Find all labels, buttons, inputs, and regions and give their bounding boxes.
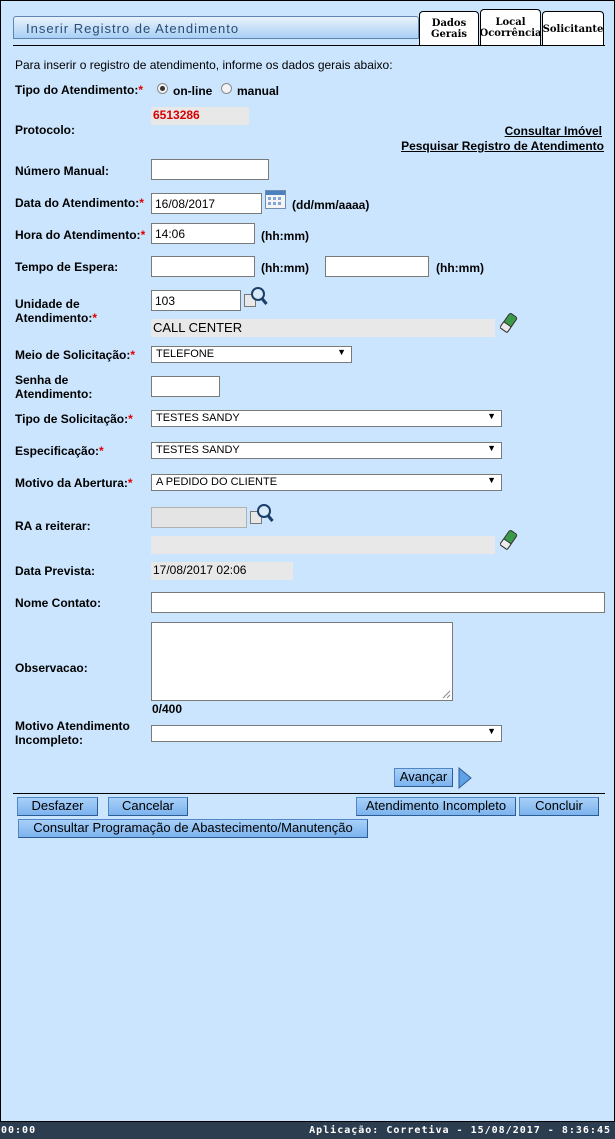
radio-online-label: on-line xyxy=(173,84,213,98)
required-marker: * xyxy=(127,476,133,490)
motivo-abertura-select[interactable] xyxy=(151,474,502,491)
tipo-solicitacao-select[interactable] xyxy=(151,410,502,427)
label-text: Tipo do Atendimento: xyxy=(15,83,139,97)
tab-label-line1: Local xyxy=(495,17,526,28)
required-marker: * xyxy=(92,311,97,325)
nome-contato-input[interactable] xyxy=(151,592,605,613)
dropdown-arrow-icon: ▼ xyxy=(337,347,346,357)
title-banner xyxy=(13,16,419,39)
status-left: 00:00 xyxy=(1,1125,37,1136)
tab-label-line1: Dados xyxy=(431,18,467,29)
tab-label-line1: Solicitante xyxy=(542,23,604,35)
label-line2: Atendimento: xyxy=(15,311,93,325)
observacao-counter: 0/400 xyxy=(152,702,183,716)
tab-divider xyxy=(13,45,605,46)
data-format-hint: (dd/mm/aaaa) xyxy=(292,198,370,212)
ra-reiterar-label: RA a reiterar: xyxy=(15,519,91,533)
desfazer-button[interactable]: Desfazer xyxy=(17,797,98,816)
hora-atendimento-label xyxy=(15,228,145,242)
numero-manual-input[interactable] xyxy=(151,159,269,180)
especificacao-select[interactable] xyxy=(151,442,502,459)
tempo-espera-inicio-input[interactable] xyxy=(151,256,255,277)
unidade-label xyxy=(15,297,97,325)
observacao-label: Observacao: xyxy=(15,661,88,675)
radio-online[interactable] xyxy=(157,83,168,94)
unidade-code-input[interactable]: 103 xyxy=(151,290,241,311)
atendimento-incompleto-button[interactable]: Atendimento Incompleto xyxy=(356,797,516,816)
avancar-button[interactable]: Avançar xyxy=(394,768,453,787)
motivo-incompleto-select[interactable] xyxy=(151,725,502,742)
intro-text: Para inserir o registro de atendimento, informe os dados gerais abaixo: xyxy=(15,58,393,72)
label-line1: Senha de xyxy=(15,373,69,387)
numero-manual-label: Número Manual: xyxy=(15,164,110,178)
ra-reiterar-input[interactable] xyxy=(151,507,247,528)
label-text: Motivo da Abertura: xyxy=(15,476,128,490)
tab-label-line2: Gerais xyxy=(430,29,468,40)
resize-grip-icon[interactable] xyxy=(442,690,451,699)
select-value: TELEFONE xyxy=(156,348,215,360)
required-marker: * xyxy=(140,228,146,242)
pesquisar-registro-link[interactable]: Pesquisar Registro de Atendimento xyxy=(401,139,604,153)
tempo-espera-label: Tempo de Espera: xyxy=(15,260,119,274)
tempo-espera-hint-1: (hh:mm) xyxy=(261,261,309,275)
motivo-abertura-label xyxy=(15,476,133,490)
data-prevista-label: Data Prevista: xyxy=(15,564,96,578)
select-value: TESTES SANDY xyxy=(156,412,240,424)
cancelar-button[interactable]: Cancelar xyxy=(108,797,188,816)
data-atendimento-label xyxy=(15,196,144,210)
ra-reiterar-description xyxy=(151,536,495,554)
dropdown-arrow-icon: ▼ xyxy=(487,443,496,453)
label-text: Especificação: xyxy=(15,444,100,458)
required-marker: * xyxy=(128,412,133,426)
dropdown-arrow-icon: ▼ xyxy=(487,475,496,485)
consultar-imovel-link[interactable]: Consultar Imóvel xyxy=(504,124,602,138)
calendar-icon[interactable] xyxy=(265,190,286,209)
tipo-solicitacao-label xyxy=(15,412,133,426)
eraser-icon[interactable] xyxy=(500,530,518,550)
tab-local-ocorrencia[interactable] xyxy=(480,9,541,46)
page-title: Inserir Registro de Atendimento xyxy=(26,21,240,36)
hora-atendimento-input[interactable]: 14:06 xyxy=(151,223,255,244)
button-divider xyxy=(13,793,605,794)
protocolo-label: Protocolo: xyxy=(15,123,75,137)
tipo-atendimento-label xyxy=(15,83,143,97)
label-line1: Unidade de xyxy=(15,297,80,311)
magnifier-icon[interactable] xyxy=(250,503,274,525)
radio-manual[interactable] xyxy=(221,83,232,94)
senha-label xyxy=(15,373,92,401)
label-text: Meio de Solicitação: xyxy=(15,348,131,362)
radio-manual-label: manual xyxy=(237,84,280,98)
arrow-right-icon[interactable] xyxy=(458,767,472,789)
hora-format-hint: (hh:mm) xyxy=(261,229,309,243)
motivo-incompleto-label xyxy=(15,719,130,747)
unidade-name-display: CALL CENTER xyxy=(151,319,495,337)
tab-dados-gerais[interactable] xyxy=(419,11,479,46)
dropdown-arrow-icon: ▼ xyxy=(487,726,496,736)
consultar-programacao-button[interactable]: Consultar Programação de Abastecimento/Manutenção xyxy=(18,819,368,838)
observacao-textarea[interactable] xyxy=(151,622,453,701)
status-bar xyxy=(0,1122,615,1139)
select-value: TESTES SANDY xyxy=(156,444,240,456)
especificacao-label xyxy=(15,444,104,458)
label-line1: Motivo Atendimento xyxy=(15,719,130,733)
label-text: Hora do Atendimento: xyxy=(15,228,141,242)
required-marker: * xyxy=(130,348,136,362)
protocolo-value: 6513286 xyxy=(151,107,249,125)
data-prevista-value: 17/08/2017 02:06 xyxy=(151,562,293,580)
meio-solicitacao-label xyxy=(15,348,135,362)
status-right: Aplicação: Corretiva - 15/08/2017 - 8:36:45 xyxy=(309,1125,611,1136)
tempo-espera-fim-input[interactable] xyxy=(325,256,429,277)
tab-label-line2: Ocorrência xyxy=(479,28,542,39)
label-text: Tipo de Solicitação: xyxy=(15,412,129,426)
nome-contato-label: Nome Contato: xyxy=(15,596,101,610)
required-marker: * xyxy=(99,444,104,458)
label-line2: Atendimento: xyxy=(15,387,93,401)
concluir-button[interactable]: Concluir xyxy=(519,797,599,816)
senha-input[interactable] xyxy=(151,376,220,397)
meio-solicitacao-select[interactable] xyxy=(151,346,352,363)
magnifier-icon[interactable] xyxy=(244,286,268,308)
dropdown-arrow-icon: ▼ xyxy=(487,411,496,421)
label-text: Data do Atendimento: xyxy=(15,196,140,210)
eraser-icon[interactable] xyxy=(500,313,518,333)
label-line2: Incompleto: xyxy=(15,733,83,747)
tempo-espera-hint-2: (hh:mm) xyxy=(436,261,484,275)
tab-solicitante[interactable] xyxy=(542,11,604,46)
select-value: A PEDIDO DO CLIENTE xyxy=(156,476,278,488)
data-atendimento-input[interactable]: 16/08/2017 xyxy=(151,193,262,214)
required-marker: * xyxy=(138,83,143,97)
required-marker: * xyxy=(139,196,144,210)
